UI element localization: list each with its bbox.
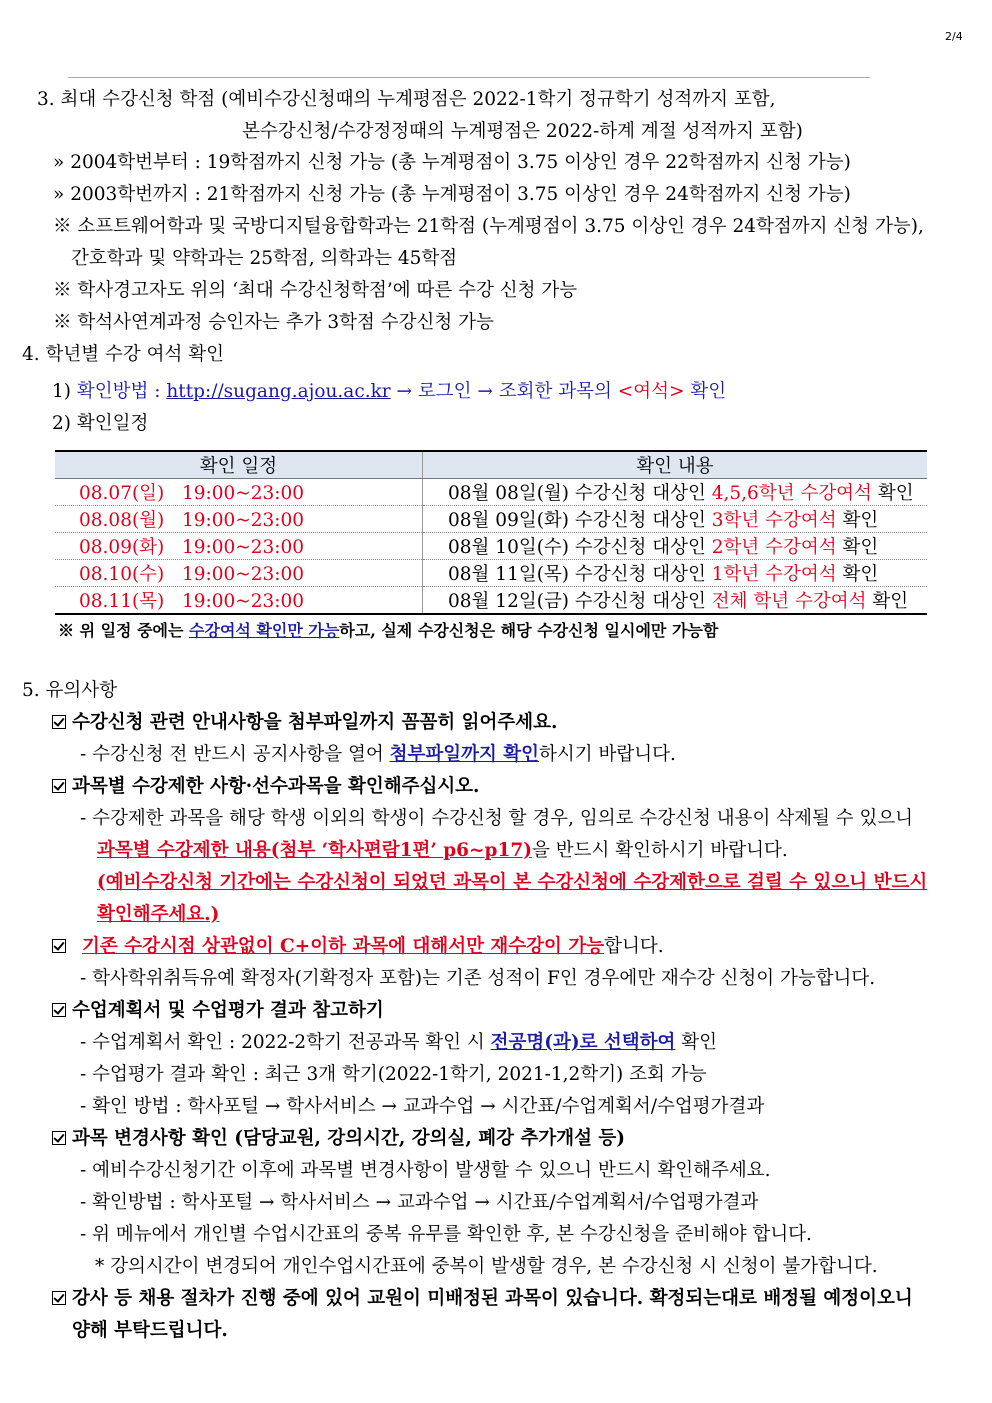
check-method-label: 확인방법 :: [76, 381, 167, 402]
checkbox-checked-icon: [52, 1131, 66, 1145]
detail-pre: - 수강신청 전 반드시 공지사항을 열어: [80, 744, 390, 765]
schedule-cell: [55, 587, 423, 615]
check-method-rest2: 확인: [684, 381, 727, 402]
section3-item: 간호학과 및 약학과는 25학점, 의학과는 45학점: [71, 248, 458, 269]
schedule-date: 08.08(월): [79, 510, 165, 531]
section3-item: » 2003학번까지 : 21학점까지 신청 가능 (총 누계평점이 3.75 이상인 경우 24학점까지 신청 가능): [53, 184, 851, 205]
content-cell: [423, 587, 928, 615]
section3-item: » 2004학번부터 : 19학점까지 신청 가능 (총 누계평점이 3.75 이상인 경우 22학점까지 신청 가능): [53, 152, 851, 173]
header-divider: [68, 77, 870, 78]
note-post: 하고, 실제 수강신청은 해당 수강신청 일시에만 가능함: [339, 621, 719, 640]
detail-pre: - 수업계획서 확인 : 2022-2학기 전공과목 확인 시: [80, 1032, 491, 1053]
content-highlight: 전체 학년 수강여석: [711, 591, 867, 612]
caution-5-detail: - 위 메뉴에서 개인별 수업시간표의 중복 유무를 확인한 후, 본 수강신청을 준비해야 합니다.: [80, 1224, 812, 1245]
schedule-date: 08.11(목): [79, 591, 165, 612]
caution-3-post: 합니다.: [604, 936, 664, 957]
schedule-table: [55, 450, 927, 615]
detail-post: 을 반드시 확인하시기 바랍니다.: [531, 840, 788, 861]
detail-highlight: 과목별 수강제한 내용(첨부 ‘학사편람1편’ p6~p17): [97, 840, 532, 861]
content-pre: 08월 08일(월) 수강신청 대상인: [448, 483, 712, 504]
page-number: 2/4: [945, 30, 963, 43]
caution-1-title: 수강신청 관련 안내사항을 첨부파일까지 꼼꼼히 읽어주세요.: [72, 712, 558, 733]
caution-2-detail: - 수강제한 과목을 해당 학생 이외의 학생이 수강신청 할 경우, 임의로 수강신청 내용이 삭제될 수 있으니: [80, 808, 914, 829]
caution-3: [52, 936, 664, 958]
checkbox-checked-icon: [52, 779, 66, 793]
schedule-time: 19:00~23:00: [181, 591, 305, 612]
section3-title-line1: 3. 최대 수강신청 학점 (예비수강신청때의 누계평점은 2022-1학기 정규학기 성적까지 포함,: [37, 89, 776, 110]
checkbox-checked-icon: [52, 1003, 66, 1017]
checkbox-checked-icon: [52, 1291, 66, 1305]
table-header-row: [55, 451, 927, 479]
note-pre: ※ 위 일정 중에는: [58, 621, 190, 640]
header-content: 확인 내용: [423, 451, 928, 479]
caution-6-title: 강사 등 채용 절차가 진행 중에 있어 교원이 미배정된 과목이 있습니다. 확정되는대로 배정될 예정이오니: [72, 1288, 913, 1309]
section3-item: ※ 학사경고자도 위의 ‘최대 수강신청학점’에 따른 수강 신청 가능: [53, 280, 578, 301]
checkbox-checked-icon: [52, 939, 66, 953]
caution-3-highlight: 기존 수강시점 상관없이 C+이하 과목에 대해서만 재수강이 가능: [82, 936, 605, 957]
caution-5-detail: - 예비수강신청기간 이후에 과목별 변경사항이 발생할 수 있으니 반드시 확인해주세요.: [80, 1160, 771, 1181]
schedule-cell: [55, 560, 423, 587]
content-cell: [423, 533, 928, 560]
caution-5-detail: - 확인방법 : 학사포털 → 학사서비스 → 교과수업 → 시간표/수업계획서/수업평가결과: [80, 1192, 759, 1213]
schedule-cell: [55, 479, 423, 506]
caution-2-detail: [97, 840, 788, 862]
detail-post: 확인: [675, 1032, 717, 1053]
content-highlight: 4,5,6학년 수강여석: [711, 483, 872, 504]
content-highlight: 3학년 수강여석: [711, 510, 837, 531]
detail-post: 하시기 바랍니다.: [539, 744, 676, 765]
table-row: [55, 479, 927, 506]
schedule-cell: [55, 533, 423, 560]
section3-item: ※ 학석사연계과정 승인자는 추가 3학점 수강신청 가능: [53, 312, 494, 333]
caution-3-detail: - 학사학위취득유예 확정자(기확정자 포함)는 기존 성적이 F인 경우에만 재수강 신청이 가능합니다.: [80, 968, 876, 989]
section3-title-line2: 본수강신청/수강정정때의 누계평점은 2022-하계 계절 성적까지 포함): [242, 121, 803, 142]
caution-2: [52, 776, 480, 798]
content-post: 확인: [866, 591, 909, 612]
schedule-date: 08.07(일): [79, 483, 165, 504]
content-highlight: 1학년 수강여석: [711, 564, 837, 585]
content-pre: 08월 10일(수) 수강신청 대상인: [448, 537, 712, 558]
schedule-time: 19:00~23:00: [181, 537, 305, 558]
seat-label: <여석>: [617, 381, 685, 402]
section5-title: 5. 유의사항: [22, 680, 118, 701]
caution-2-warning: (예비수강신청 기간에는 수강신청이 되었던 과목이 본 수강신청에 수강제한으로 걸릴 수 있으니 반드시: [97, 872, 928, 893]
caution-4-detail: [80, 1032, 717, 1054]
section4-title: 4. 학년별 수강 여석 확인: [22, 344, 225, 365]
detail-highlight: 첨부파일까지 확인: [389, 744, 540, 765]
check-method-line: [52, 381, 726, 403]
table-row: [55, 587, 927, 615]
check-method-rest1: → 로그인 → 조회한 과목의: [390, 381, 618, 402]
caution-5: [52, 1128, 625, 1150]
caution-4-detail: - 확인 방법 : 학사포털 → 학사서비스 → 교과수업 → 시간표/수업계획서/수업평가결과: [80, 1096, 765, 1117]
schedule-time: 19:00~23:00: [181, 564, 305, 585]
caution-2-warning: 확인해주세요.): [97, 904, 220, 925]
caution-4: [52, 1000, 384, 1022]
content-post: 확인: [836, 510, 879, 531]
schedule-cell: [55, 506, 423, 533]
schedule-date: 08.09(화): [79, 537, 165, 558]
schedule-time: 19:00~23:00: [181, 510, 305, 531]
check-method-prefix: 1): [52, 381, 77, 402]
header-schedule: 확인 일정: [55, 451, 423, 479]
table-row: [55, 560, 927, 587]
caution-1-detail: [80, 744, 676, 766]
note-highlight: 수강여석 확인만 가능: [189, 621, 340, 640]
content-post: 확인: [871, 483, 914, 504]
table-row: [55, 533, 927, 560]
detail-highlight: 전공명(과)로 선택하여: [490, 1032, 676, 1053]
schedule-label: 2) 확인일정: [52, 413, 149, 434]
content-post: 확인: [836, 564, 879, 585]
schedule-time: 19:00~23:00: [181, 483, 305, 504]
section3-item: ※ 소프트웨어학과 및 국방디지털융합학과는 21학점 (누계평점이 3.75 이상인 경우 24학점까지 신청 가능),: [53, 216, 924, 237]
content-pre: 08월 12일(금) 수강신청 대상인: [448, 591, 712, 612]
caution-4-title: 수업계획서 및 수업평가 결과 참고하기: [72, 1000, 384, 1021]
caution-6: [52, 1288, 913, 1310]
content-cell: [423, 479, 928, 506]
content-pre: 08월 09일(화) 수강신청 대상인: [448, 510, 712, 531]
content-cell: [423, 560, 928, 587]
schedule-note: [58, 620, 718, 642]
schedule-date: 08.10(수): [79, 564, 165, 585]
content-post: 확인: [836, 537, 879, 558]
checkbox-checked-icon: [52, 715, 66, 729]
content-cell: [423, 506, 928, 533]
table-row: [55, 506, 927, 533]
caution-1: [52, 712, 557, 734]
caution-2-title: 과목별 수강제한 사항·선수과목을 확인해주십시오.: [72, 776, 480, 797]
caution-5-note: * 강의시간이 변경되어 개인수업시간표에 중복이 발생할 경우, 본 수강신청 시 신청이 불가합니다.: [95, 1256, 878, 1277]
caution-5-title: 과목 변경사항 확인 (담당교원, 강의시간, 강의실, 폐강 추가개설 등): [72, 1128, 626, 1149]
caution-6-line2: 양해 부탁드립니다.: [72, 1320, 228, 1341]
caution-4-detail: - 수업평가 결과 확인 : 최근 3개 학기(2022-1학기, 2021-1,2학기) 조회 가능: [80, 1064, 707, 1085]
content-pre: 08월 11일(목) 수강신청 대상인: [448, 564, 712, 585]
content-highlight: 2학년 수강여석: [711, 537, 837, 558]
sugang-link[interactable]: http://sugang.ajou.ac.kr: [166, 381, 391, 402]
